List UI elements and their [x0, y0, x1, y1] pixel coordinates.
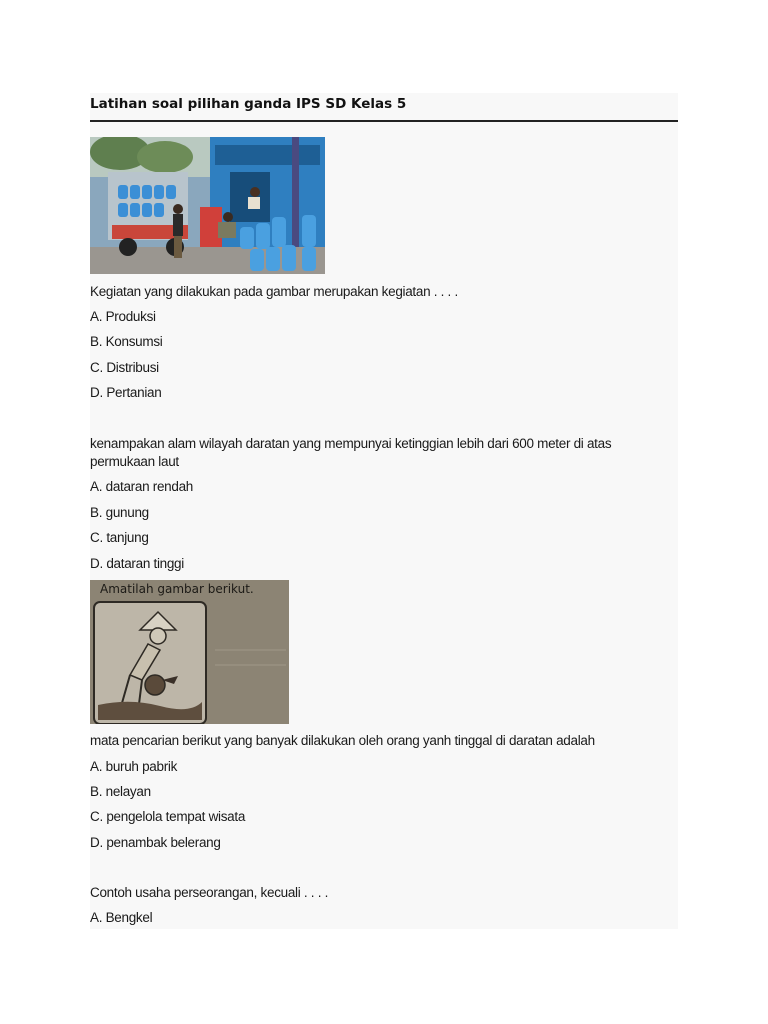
question-3-option-d: D. penambak belerang — [90, 835, 221, 850]
question-1-text: Kegiatan yang dilakukan pada gambar merupakan kegiatan . . . . — [90, 284, 458, 299]
photo1-graphic — [90, 137, 325, 274]
question-1-option-a: A. Produksi — [90, 309, 156, 324]
question-4-option-a: A. Bengkel — [90, 910, 153, 925]
question-3-text: mata pencarian berikut yang banyak dilakukan oleh orang yanh tinggal di daratan adalah — [90, 733, 595, 748]
question-2-option-c: C. tanjung — [90, 530, 149, 545]
question-2-option-d: D. dataran tinggi — [90, 556, 184, 571]
farmer-illustration-photo — [90, 580, 289, 724]
question-4-text: Contoh usaha perseorangan, kecuali . . . . — [90, 885, 329, 900]
question-1-option-c: C. Distribusi — [90, 360, 159, 375]
question-2-option-b: B. gunung — [90, 505, 149, 520]
question-3-option-a: A. buruh pabrik — [90, 759, 178, 774]
question-2-text: kenampakan alam wilayah daratan yang mempunyai ketinggian lebih dari 600 meter di atas permukaan laut — [90, 436, 612, 469]
title-divider — [90, 120, 678, 122]
gallon-distribution-photo — [90, 137, 325, 274]
question-3-option-c: C. pengelola tempat wisata — [90, 809, 246, 824]
question-3-option-b: B. nelayan — [90, 784, 151, 799]
question-1-option-d: D. Pertanian — [90, 385, 162, 400]
document-page — [90, 93, 678, 929]
photo2-caption: Amatilah gambar berikut. — [100, 582, 254, 596]
question-2-option-a: A. dataran rendah — [90, 479, 193, 494]
document-title: Latihan soal pilihan ganda IPS SD Kelas 5 — [90, 93, 678, 120]
question-1-option-b: B. Konsumsi — [90, 334, 163, 349]
photo2-graphic — [90, 580, 289, 724]
